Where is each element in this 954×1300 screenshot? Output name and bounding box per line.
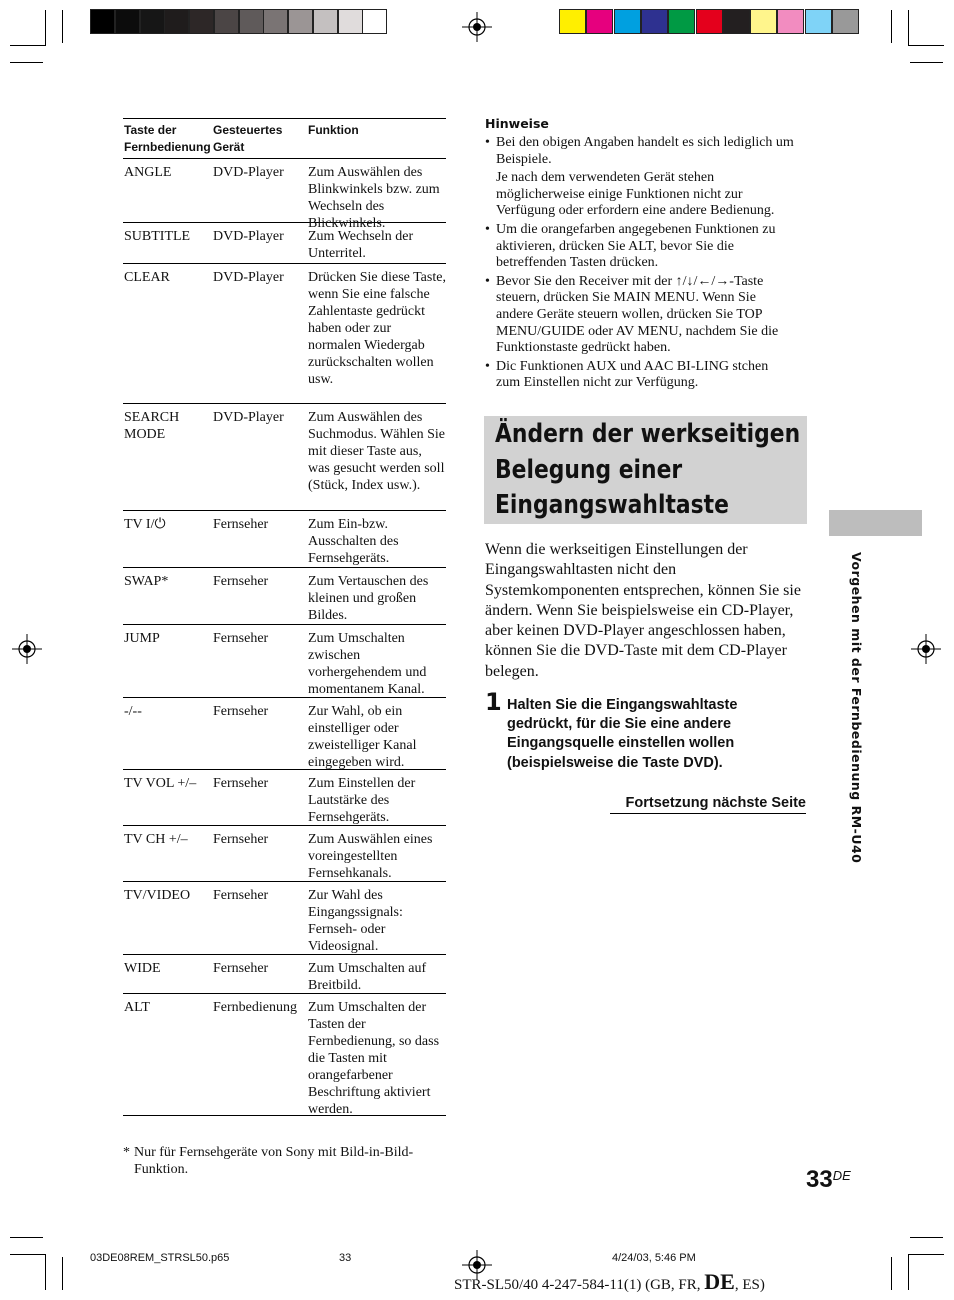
chapter-side-label: Vorgehen mit der Fernbedienung RM-U40 xyxy=(849,552,864,864)
row-function: Zum Umschalten der Tasten der Fernbedienung, so dass die Tasten mit orangefarbener Beschriftung aktiviert werden. xyxy=(308,1000,440,1117)
row-key: TV I/⏻ xyxy=(124,517,166,532)
color-swatch xyxy=(239,9,264,34)
row-function: Zum Umschalten zwischen vorhergehendem und momentanem Kanal. xyxy=(308,631,427,697)
row-key: ANGLE xyxy=(124,165,172,180)
row-device: DVD-Player xyxy=(213,410,284,425)
color-swatch xyxy=(263,9,288,34)
continued-next-page: Fortsetzung nächste Seite xyxy=(610,794,806,814)
table-body xyxy=(123,159,446,1116)
crop-mark xyxy=(45,1254,46,1290)
color-swatch xyxy=(313,9,338,34)
row-device: DVD-Player xyxy=(213,165,284,180)
table-row xyxy=(123,955,446,994)
row-key: JUMP xyxy=(124,631,160,646)
crop-mark xyxy=(908,10,909,46)
table-row xyxy=(123,770,446,826)
color-swatch xyxy=(140,9,165,34)
header-funktion: Funktion xyxy=(308,123,359,137)
row-device: Fernseher xyxy=(213,888,269,903)
color-swatch xyxy=(750,9,777,34)
crop-mark xyxy=(62,1257,63,1290)
row-function: Zum Umschalten auf Breitbild. xyxy=(308,961,427,993)
row-key: TV VOL +/– xyxy=(124,776,197,791)
footnote-marker: * xyxy=(123,1145,130,1160)
color-swatch xyxy=(90,9,115,34)
table-row xyxy=(123,511,446,568)
row-function: Zum Einstellen der Lautstärke des Fernsehgeräts. xyxy=(308,776,416,825)
color-swatch xyxy=(559,9,586,34)
note-item: • Bevor Sie den Receiver mit der ↑/↓/←/→-Taste steuern, drücken Sie MAIN MENU. Wenn Sie andere Geräte steuern wollen, drücken Sie TOP MENU/GUIDE oder AV MENU, nachdem Sie die Funktionstaste gedrückt haben. xyxy=(485,273,779,356)
table-row xyxy=(123,698,446,770)
row-function: Zum Auswählen des Blinkwinkels bzw. zum Wechseln des Blickwinkels. xyxy=(308,165,440,231)
row-function: Zum Wechseln der Unterritel. xyxy=(308,229,414,261)
color-swatch xyxy=(586,9,613,34)
page-number: 33DE xyxy=(806,1166,851,1193)
color-swatch xyxy=(288,9,313,34)
row-device: Fernseher xyxy=(213,832,269,847)
row-key: TV/VIDEO xyxy=(124,888,191,903)
row-device: Fernseher xyxy=(213,704,269,719)
color-swatch xyxy=(723,9,750,34)
registration-mark-icon xyxy=(911,634,941,664)
row-device: Fernseher xyxy=(213,574,269,589)
row-function: Drücken Sie diese Taste, wenn Sie eine falsche Zahlentaste gedrückt haben oder zur normalen Wiedergab zurückschalten wollen usw. xyxy=(308,270,446,387)
color-swatch xyxy=(777,9,804,34)
crop-mark xyxy=(908,45,944,46)
row-key: SEARCH MODE xyxy=(124,410,180,442)
crop-mark xyxy=(910,1237,943,1238)
row-device: Fernseher xyxy=(213,631,269,646)
notes-title: Hinweise xyxy=(485,116,549,131)
note-item: • Um die orangefarben angegebenen Funktionen zu aktivieren, drücken Sie ALT, bevor Sie die betreffenden Tasten drücken. xyxy=(485,221,776,271)
row-device: DVD-Player xyxy=(213,229,284,244)
color-swatch xyxy=(668,9,695,34)
section-intro: Wenn die werkseitigen Einstellungen der Eingangswahltasten nicht den Systemkomponenten entsprechen, können Sie sie ändern. Wenn Sie beispielsweise ein CD-Player, aber keinen DVD-Player angeschlossen haben, können Sie die DVD-Taste mit dem CD-Player belegen. xyxy=(485,541,801,680)
crop-mark xyxy=(62,10,63,43)
table-row xyxy=(123,159,446,231)
color-swatch xyxy=(164,9,189,34)
color-swatch xyxy=(189,9,214,34)
section-heading-box xyxy=(484,416,807,524)
row-key: -/-- xyxy=(124,704,142,719)
crop-mark xyxy=(891,10,892,43)
color-swatch xyxy=(696,9,723,34)
bottom-file-name: 03DE08REM_STRSL50.p65 xyxy=(90,1252,230,1264)
chapter-tab xyxy=(829,510,922,536)
color-swatch xyxy=(115,9,140,34)
table-row xyxy=(123,994,446,1116)
crop-mark xyxy=(10,62,43,63)
row-key: ALT xyxy=(124,1000,150,1015)
crop-mark xyxy=(45,10,46,46)
note-item: • Dic Funktionen AUX und AAC BI-LING stchen zum Einstellen nicht zur Verfügung. xyxy=(485,358,769,391)
crop-mark xyxy=(891,1257,892,1290)
color-swatch xyxy=(338,9,363,34)
row-device: Fernseher xyxy=(213,776,269,791)
footnote xyxy=(123,1144,443,1178)
crop-mark xyxy=(908,1254,944,1255)
row-function: Zum Auswählen des Suchmodus. Wählen Sie mit dieser Taste aus, was gesucht werden soll (Stück, Index usw.). xyxy=(308,410,446,493)
color-swatch xyxy=(362,9,387,34)
row-function: Zum Auswählen eines voreingestellten Fernsehkanals. xyxy=(308,832,433,881)
color-swatch xyxy=(614,9,641,34)
row-device: Fernbedienung xyxy=(213,1000,297,1015)
row-device: DVD-Player xyxy=(213,270,284,285)
row-function: Zum Ein-bzw. Ausschalten des Fernsehgeräts. xyxy=(308,517,399,566)
table-row xyxy=(123,826,446,882)
color-swatch xyxy=(832,9,859,34)
table-row xyxy=(123,568,446,625)
note-item: • Bei den obigen Angaben handelt es sich lediglich um Beispiele. Je nach dem verwendeten Gerät stehen möglicherweise einige Funktionen nicht zur Verfügung oder erfordern eine andere Bedienung. xyxy=(485,135,794,219)
footnote-text: Nur für Fernsehgeräte von Sony mit Bild-in-Bild-Funktion. xyxy=(134,1145,414,1177)
row-key: SWAP* xyxy=(124,574,169,589)
color-swatch xyxy=(641,9,668,34)
color-swatch xyxy=(805,9,832,34)
table-row xyxy=(123,404,446,511)
table-row xyxy=(123,264,446,404)
header-geraet: Gesteuertes Gerät xyxy=(213,123,283,154)
table-header xyxy=(123,118,446,159)
section-title: Ändern der werkseitigen Belegung einer Eingangswahltaste xyxy=(495,419,801,520)
crop-mark xyxy=(10,1237,43,1238)
table-row xyxy=(123,625,446,698)
row-key: SUBTITLE xyxy=(124,229,191,244)
crop-mark xyxy=(10,45,46,46)
header-taste: Taste der Fernbedienung xyxy=(124,123,211,154)
registration-mark-icon xyxy=(12,634,42,664)
step-text: Halten Sie die Eingangswahltaste gedrückt, für die Sie eine andere Eingangsquelle einstellen wollen (beispielsweise die Taste DVD). xyxy=(507,697,738,771)
row-function: Zur Wahl, ob ein einstelliger oder zweistelliger Kanal eingegeben wird. xyxy=(308,704,417,770)
crop-mark xyxy=(908,1254,909,1290)
crop-mark xyxy=(10,1254,46,1255)
row-key: CLEAR xyxy=(124,270,170,285)
bottom-model-info: STR-SL50/40 4-247-584-11(1) (GB, FR, DE, ES) xyxy=(454,1269,765,1294)
row-device: Fernseher xyxy=(213,961,269,976)
table-row xyxy=(123,223,446,264)
registration-mark-icon xyxy=(462,12,492,42)
row-key: TV CH +/– xyxy=(124,832,188,847)
row-function: Zum Vertauschen des kleinen und großen Bildes. xyxy=(308,574,429,623)
row-function: Zur Wahl des Eingangssignals: Fernseh- oder Videosignal. xyxy=(308,888,403,954)
bottom-date: 4/24/03, 5:46 PM xyxy=(612,1252,696,1264)
step-number: 1 xyxy=(485,688,502,716)
remote-function-table xyxy=(123,118,446,1116)
color-swatch xyxy=(214,9,239,34)
bottom-page: 33 xyxy=(339,1252,352,1264)
table-row xyxy=(123,882,446,955)
row-device: Fernseher xyxy=(213,517,269,532)
row-key: WIDE xyxy=(124,961,161,976)
crop-mark xyxy=(910,62,943,63)
notes-list xyxy=(485,135,795,394)
